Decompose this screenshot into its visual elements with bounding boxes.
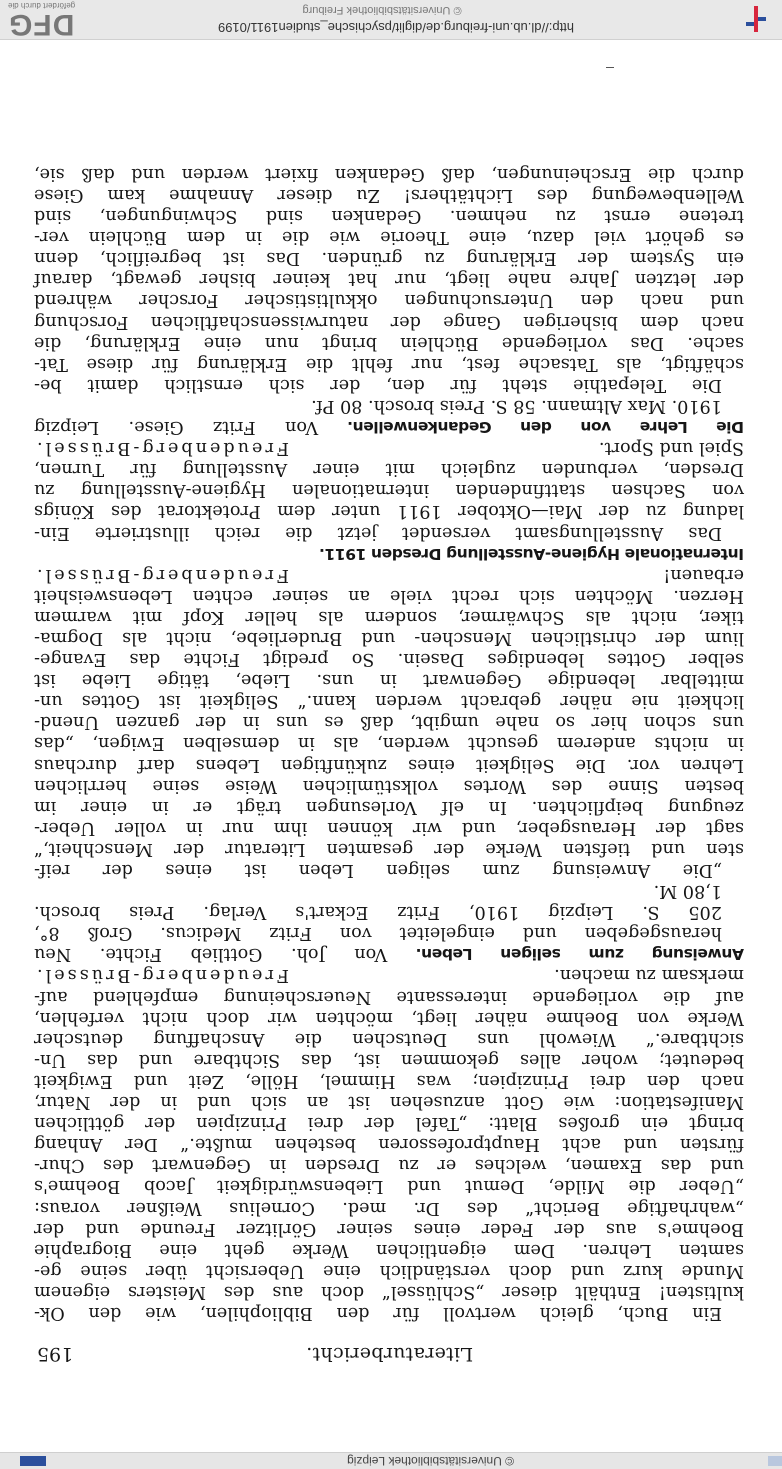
- text-line: [34, 268, 744, 289]
- text-line: [34, 943, 744, 964]
- text-line: [34, 205, 744, 226]
- text-line: [34, 627, 744, 648]
- text-run: merksam zu machen.: [554, 965, 744, 986]
- text-line: [34, 922, 744, 943]
- text-run: selber Gottes lebendiges Dasein. So predigt Fichte das Evange-: [34, 649, 744, 670]
- text-line: [34, 775, 744, 796]
- text-run: schäftigt, als Tatsache fest, nur fehlt die Erklärung für diese Tat-: [34, 353, 744, 374]
- text-run: „Ueber die Milde, Demut und Liebenswürdigkeit Jacob Boehme's: [34, 1176, 744, 1197]
- text-line: [34, 416, 744, 437]
- text-run: zeugung beipflichten. In elf Vorlesungen trägt er in einer im: [34, 796, 744, 817]
- left-corner-mark: [768, 1456, 782, 1466]
- text-line: [34, 1133, 744, 1154]
- text-run: von Sachsen stattfindenden internationalen Hygiene-Ausstellung zu: [34, 480, 744, 501]
- text-line: [34, 817, 744, 838]
- text-run: Das Ausstellungsamt versendet jetzt die reich illustrierte Ein-: [34, 522, 722, 543]
- text-run: fürsten und acht Hauptprofessoren bestehen mußte.“ Der Anhang: [34, 1134, 744, 1155]
- text-run: 1,80 M.: [653, 881, 722, 902]
- dfg-logo: [8, 0, 88, 41]
- text-run: Boehme's aus der Feder eines seiner Görlitzer Freunde und der: [34, 1218, 744, 1239]
- text-run: Von Joh. Gottlieb Fichte. Neu: [34, 944, 416, 965]
- text-run: sache. Das vorliegende Büchlein bringt nun eine Erklärung, die: [34, 332, 744, 353]
- text-line: [34, 711, 744, 732]
- text-run: Von Fritz Giese. Leipzig: [34, 417, 348, 438]
- text-line: [34, 1049, 744, 1070]
- text-line: [34, 500, 744, 521]
- text-line: [34, 437, 744, 458]
- text-line: [34, 901, 744, 922]
- text-run: auf die vorliegende interessante Neuerscheinung empfehlend auf-: [34, 986, 744, 1007]
- text-line: [34, 606, 744, 627]
- text-run: Manifestation: wie Gott anzusehen ist an sich und in der Natur,: [34, 1092, 744, 1113]
- text-line: [34, 838, 744, 859]
- text-run: durch die Erscheinungen, daß Gedanken fixiert werden und daß sie,: [34, 163, 744, 184]
- text-run: erbauen!: [663, 564, 744, 585]
- text-run: tiker, nicht als Schwärmer, sondern als heller Kopf mit warmem: [34, 606, 744, 627]
- text-run: Munde kurz und doch verständlich eine Uebersicht über seine ge-: [34, 1260, 744, 1281]
- text-line: [34, 1028, 744, 1049]
- text-line: [34, 564, 744, 585]
- text-line: [34, 986, 744, 1007]
- text-run: besten Sinne des Wortes volkstümlichen Weise seine herrlichen: [34, 775, 744, 796]
- text-run: Lehren vor. Die Seligkeit eines zukünftigen Lebens darf durchaus: [34, 754, 744, 775]
- text-line: [34, 1281, 744, 1302]
- library-logo: [730, 0, 782, 39]
- top-copyright-strip: [0, 1452, 782, 1469]
- text-line: [34, 690, 744, 711]
- dfg-caption: gefördert durch die: [8, 1, 76, 10]
- text-line: [34, 1070, 744, 1091]
- copyright-notice: © Universitätsbibliothek Leipzig: [347, 1454, 514, 1468]
- text-run: uns schon hier so nahe umgibt, daß es uns in der ganzen Unend-: [34, 712, 744, 733]
- text-run: und nach den Untersuchungen okkultistischer Forscher während: [34, 290, 744, 311]
- text-run: bringt ein großes Blatt: „Tafel der drei Prinzipien der göttlichen: [34, 1113, 744, 1134]
- right-corner-mark: [20, 1456, 46, 1466]
- text-run: Wellenbewegung des Lichtäthers! Zu dieser Annahme kam Giese: [34, 185, 744, 206]
- text-line: [34, 332, 744, 353]
- text-line: [34, 289, 744, 310]
- text-line: [34, 648, 744, 669]
- text-line: [34, 226, 744, 247]
- text-line: [34, 1154, 744, 1175]
- text-run: Die Telepathie steht für den, der sich ernstlich damit be-: [34, 374, 722, 395]
- text-line: [34, 859, 744, 880]
- text-line: [34, 374, 744, 395]
- text-run: und das Examen, welches er zu Dresden in Gegenwart des Chur-: [34, 1155, 744, 1176]
- text-run: herausgegeben und eingeleitet von Fritz Medicus. Groß 8°,: [34, 923, 722, 944]
- running-head: [37, 1335, 742, 1365]
- text-run: samten Lehren. Dem eigentlichen Werke geht eine Biographie: [34, 1239, 744, 1260]
- text-run: sichtbare.“ Wiewohl uns Deutschen die Anschaffung deutscher: [34, 1028, 744, 1049]
- text-line: [34, 479, 744, 500]
- text-line: [34, 1091, 744, 1112]
- text-line: [34, 1302, 744, 1323]
- text-run: nach den drei Prinzipien; was Himmel, Hölle, Zeit und Ewigkeit: [34, 1070, 744, 1091]
- text-line: [34, 543, 744, 564]
- text-run: Dresden, verbunden zugleich mit einer Ausstellung für Turnen,: [34, 459, 744, 480]
- reviewer-signature: Freudenberg-Brüssel.: [34, 438, 290, 459]
- text-line: [34, 458, 744, 479]
- text-run: kultisten! Enthält dieser „Schlüssel“ doch aus des Meisters eigenem: [34, 1281, 744, 1302]
- text-run: lium der christlichen Menschen- und Bruderliebe, nicht als Dogma-: [34, 628, 744, 648]
- text-line: [34, 184, 744, 205]
- text-line: [34, 1112, 744, 1133]
- text-line: [34, 521, 744, 542]
- text-run: Ein Buch, gleich wertvoll für den Bibliophilen, wie den Ok-: [34, 1303, 722, 1323]
- text-line: [34, 753, 744, 774]
- text-run: Herzen. Möchten sich recht viele an seiner echten Lebensweisheit: [34, 585, 744, 606]
- text-run: es gehört viel dazu, eine Theorie wie die in dem Büchlein ver-: [34, 227, 744, 248]
- text-run: Werke von Boehme näher liegt, möchten wir doch nicht verfehlen,: [34, 1007, 744, 1028]
- text-run: Spiel und Sport.: [598, 438, 744, 459]
- text-line: [34, 880, 744, 901]
- text-run: ein System der Erklärung zu gründen. Das ist begreiflich, denn: [34, 248, 744, 269]
- text-run: tretene ernst zu nehmen. Gedanken sind Schwingungen, sind: [34, 206, 744, 227]
- text-line: [34, 247, 744, 268]
- text-run: ladung zu der Mai—Oktober 1911 unter dem Protektorat des Königs: [34, 501, 744, 522]
- text-line: [34, 964, 744, 985]
- text-run: in nichts anderem gesucht werden, als in demselben Ewigen, „das: [34, 733, 744, 754]
- text-line: [34, 163, 744, 184]
- reviewer-signature: Freudenberg-Brüssel.: [34, 564, 290, 585]
- text-line: [34, 669, 744, 690]
- text-line: [34, 1260, 744, 1281]
- text-run: „wahrhaftige Bericht“ des Dr. med. Cornelius Weißner voraus:: [34, 1197, 744, 1218]
- reviewer-signature: Freudenberg-Brüssel.: [34, 965, 290, 986]
- review-heading: Internationale Hygiene-Ausstellung Dresden 1911.: [319, 544, 744, 563]
- text-line: [34, 732, 744, 753]
- text-line: [34, 311, 744, 332]
- text-run: 1910. Max Altmann. 58 S. Preis brosch. 80 Pf.: [311, 395, 722, 416]
- text-run: bedeutet; woher alles gekommen ist, das Sichtbare und das Un-: [34, 1049, 744, 1070]
- dfg-logo-text: DFG: [8, 8, 75, 41]
- review-heading: Anweisung zum seligen Leben.: [416, 945, 744, 964]
- text-line: [34, 1239, 744, 1260]
- page-number: 195: [37, 1343, 74, 1365]
- text-run: „Die Anweisung zum seligen Leben ist eines der reif-: [34, 860, 722, 881]
- text-run: sten und tiefsten Werke der gesamten Literatur der Menschheit,“: [34, 838, 744, 859]
- text-line: [34, 1175, 744, 1196]
- text-line: [34, 1196, 744, 1217]
- running-title: Literaturbericht.: [305, 1343, 474, 1365]
- digitization-url[interactable]: http://dl.ub.uni-freiburg.de/diglit/psychische_studien1911/0199: [217, 20, 575, 35]
- margin-mark: [606, 67, 614, 68]
- text-run: lichkeit nie näher gebracht werden kann.“ Seligkeit ist Gottes un-: [34, 691, 744, 712]
- text-body: [34, 163, 744, 1323]
- text-line: [34, 1007, 744, 1028]
- library-logo-icon: [746, 6, 766, 32]
- text-run: 205 S. Leipzig 1910, Fritz Eckart's Verlag. Preis brosch.: [34, 902, 722, 923]
- text-run: sagt der Herausgeber, und wir können ihm nur in voller Ueber-: [34, 817, 744, 838]
- text-run: der letzten Jahre nahe liegt, nur hat keiner bisher gewagt, darauf: [34, 269, 744, 290]
- digitization-footer: [0, 0, 782, 40]
- review-heading: Die Lehre von den Gedankenwellen.: [347, 418, 744, 437]
- text-line: [34, 1218, 744, 1239]
- text-run: nach dem bisherigen Gange der naturwissenschaftlichen Forschung: [34, 311, 744, 332]
- library-note: © Universitätsbibliothek Freiburg: [302, 4, 462, 16]
- text-line: [34, 796, 744, 817]
- text-line: [34, 353, 744, 374]
- text-line: [34, 395, 744, 416]
- text-line: [34, 585, 744, 606]
- text-run: mittelbar lebendige Gegenwart in uns. Liebe, tätige Liebe ist: [34, 670, 744, 691]
